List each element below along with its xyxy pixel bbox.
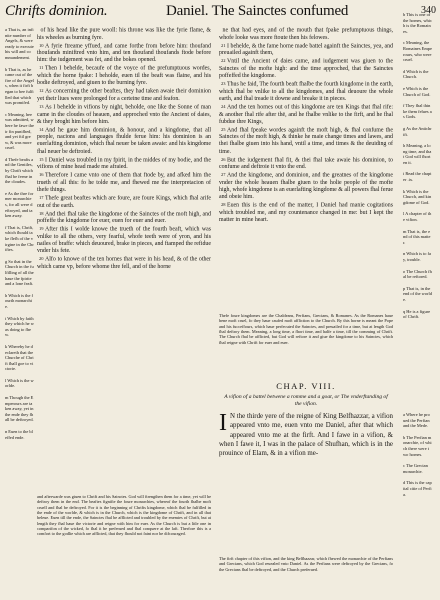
verse-number: 28: [221, 202, 226, 208]
verse: [37, 156, 211, 172]
verse-text: Alfo to knowe of the ten hornes that were in his head, & of the other which came vp, before whome thre fell, and of the horne: [37, 256, 211, 270]
text-column-right: [219, 26, 393, 308]
margin-note: m Though the Emperours are taken away, yet in the ende they fhall be deftroyed.: [5, 395, 34, 423]
chapter-commentary: The firft chapter of this vifion, and the king Belfhazzar, which fhewed the monarchie of the Perfians and Grecians, which God reuealed vnto Daniel. As the Perfians were deftroyed by the Grecians, fo the Grecians fhal be deftroyed, and the Church preferued.: [219, 556, 393, 572]
verse-number: 22: [221, 58, 226, 64]
margin-note: e Which is the Church of God.: [403, 85, 431, 97]
verse-text: And thei fhal take the kingdome of the Sainctes of the moft high, and poffeffe the kingdome for euer, euen for euer and euer.: [37, 211, 211, 225]
verse: [219, 26, 393, 42]
verse-text: And he gaue him dominion, & honour, and a kingdome, that all people, nacions and languages fhulde ferue him: his dominion is an euerlafting dominion, which fhal neuer be taken awaie: and his kingdome fhal neuer be deftroied.: [37, 127, 211, 155]
margin-note: c Meaning, hee was admitted, where he fawe their fin punifhed, and yet ftil grew, & was more cruel.: [5, 111, 34, 151]
verse-text: I Daniel was troubled in my fpirit, in the middes of my bodie, and the vifions of mine head made me afraied.: [37, 157, 211, 171]
drop-cap: I: [219, 412, 227, 436]
verse-text: A fyrie ftreame yffued, and came forthe from before him: thoufand thoufands miniftred vnto him, and ten thoufand thoufands ftode before him: the iudgement was fet, and the bokes opened.: [37, 43, 211, 64]
margin-note: c Meaning, the Romaines Emperours, who were cruel.: [403, 40, 432, 63]
margin-note: f That is, Chrift, which fhould take flefh of the virgine in the Chriftes.: [5, 224, 34, 253]
margin-note: d Which is the Church.: [403, 68, 429, 80]
margin-note: g So that in the Church in the fulfilling of all the haue the fpirite and a lone feaft.: [5, 258, 34, 287]
chapter-heading: CHAP. VIII.: [276, 381, 336, 391]
verse-text: As concerning the other beaftes, they had taken awaie their dominion yet their liues were prolonged for a certeine time and feafon.: [37, 88, 211, 102]
verse: [37, 210, 211, 226]
verse: [37, 87, 211, 103]
verse-number: 17: [39, 195, 44, 201]
margin-note: h Meaning, a long time, and that God will fhorten it.: [403, 143, 432, 165]
commentary-right: Thefe foure kingdomes are the Chaldeans, Perfians, Grecians, & Romanes. As the Romanes haue bene moft cruel, fo they haue caufed moft affliction to the Church. By this horne is meant the Pope and his fucceffours, which haue perfecuted the Sainctes, and preuailed for a time, but at length God fhal deftroy them. Meaning, a long time, a fhort time, and halfe a time, till the comming of Chrift. The Church fhal be afflicted, but God will reftore it and giue the kingdome to his Sainctes, which fhal reigne with Chrift for euer and euer.: [219, 313, 393, 345]
verse-text: And the ten hornes out of this kingdome are ten Kings that fhal rife: & another fhal rife after thē, and he fhalbe vnlike to the firft, and he fhal fubdue thre Kings,: [219, 104, 393, 125]
margin-note: a Where he proued the Perfian and the Mede.: [403, 412, 430, 429]
verse: [219, 156, 393, 172]
verse: [37, 103, 211, 126]
verse-number: 10: [39, 42, 44, 48]
margin-note: b This is one of the hornes, which is the Romaines.: [403, 12, 432, 34]
verse-number: 15: [39, 156, 44, 162]
verse-number: 26: [221, 156, 226, 162]
verse: [37, 194, 211, 210]
margin-note: b That is, as he came out of the fire of the Angels, when it firft began to bee fulfilled that which was promifed.: [5, 66, 34, 106]
verse: [219, 201, 393, 224]
margin-note: f They fhal thinke them felues as Gods.: [403, 103, 432, 120]
verse-number: 25: [221, 126, 226, 132]
verse-number: 21: [221, 42, 226, 48]
chapter-margin-notes: [403, 412, 432, 592]
running-header: [5, 3, 436, 23]
verse-number: 11: [39, 65, 44, 71]
verse-text: Then I behelde, becaufe of the voyce of the prefumptuous wordes, which the horne fpake: I beholde, euen til the beaft was flaine, and his bodie deftroyed, and giuen to the burning fyre.: [37, 65, 211, 87]
verse-number: 23: [221, 81, 226, 87]
verse-number: 20: [39, 256, 44, 262]
verse: [37, 26, 211, 42]
margin-note: m That is, the end of this matter.: [403, 228, 431, 245]
verse-number: 24: [221, 103, 226, 109]
verse: [219, 42, 393, 58]
verse: [219, 103, 393, 126]
verse-number: 27: [221, 172, 226, 178]
verse-number: 14: [39, 126, 44, 132]
margin-note: q He is a figure of Chrift.: [403, 308, 431, 320]
verse: [219, 126, 393, 156]
chapter-body: N the thirde yere of the reigne of King Belfhazzar, a vifion appeared vnto me, euen vnto me Daniel, after that which appeared vnto me at the firft. And I fawe in a vifion, & when I fawe it, I was in the palace of Shufhan, which is in the prouince of Elam, & in a vifion me-: [219, 413, 393, 458]
margin-note: i Which by faith they which he was doing to fhew.: [5, 315, 34, 338]
left-margin-notes: [5, 27, 34, 446]
margin-note: o The Church fhal be reftored.: [403, 268, 432, 280]
verse: [37, 126, 211, 156]
verse-number: 12: [39, 88, 44, 94]
verse-text: After this I wolde knowe the trueth of the fourth beaft, which was vnlike to all the others, very fearful, whofe teeth were of yron, and his nailes of braffe: which deuoured, brake in pieces, and ftamped the refidue vnder his fete.: [37, 226, 211, 255]
verse-text: Thefe great beaftes which are foure, are foure Kings, which fhal arife out of the earth.: [37, 195, 211, 209]
margin-note: c The Grecian monarchie.: [403, 463, 428, 474]
margin-note: h Which is the fourth monarchie.: [5, 292, 33, 309]
margin-note: e As the thre former monarchies, for all were deftroyed, and taken away.: [5, 190, 34, 219]
verse-text: Vntil the Ancient of daies came, and iudgement was giuen to the Sainctes of the mofte high: and the time approched, that the Sainctes poffeffed the kingdome.: [219, 58, 393, 80]
margin-note: n Which is to fay, trouble.: [403, 251, 431, 262]
verse: [37, 64, 211, 87]
verse-number: 13: [39, 103, 44, 109]
verse-text: I behelde, & the fame horne made battel againft the Sainctes, yea, and preuailed againft them,: [219, 43, 393, 57]
margin-note: n Euen to the bleffed ende.: [5, 429, 33, 440]
margin-note: k Which is the Church, and kingdome of God.: [403, 188, 432, 205]
text-column-left: [37, 26, 211, 490]
verse-text: ne that had eyes, and of the mouth that fpake prefumptuous things, whofe looke was more ftoute then his felowes.: [219, 27, 393, 41]
verse: [37, 171, 211, 194]
margin-note: p That is, in the end of the worlde.: [403, 285, 432, 302]
verse-number: 19: [39, 226, 44, 232]
verse-number: 16: [39, 172, 44, 178]
verse: [219, 171, 393, 201]
margin-note: l Which is the worlde.: [5, 377, 34, 389]
margin-note: k Whereby he declareth that the Churche of Chrift fhall goe to victorie.: [5, 343, 34, 372]
verse: [219, 80, 393, 103]
verse-text: And the kingdome, and dominion, and the greatnes of the kingdome vnder the whole heauen fhalbe giuen to the holie people of the mofte high, whofe kingdome is an euerlafting kingdome & all powers fhal ferue and obeie him.: [219, 172, 393, 201]
verse: [37, 225, 211, 255]
margin-note: l A chapter of the vifion.: [403, 211, 432, 223]
margin-note: d This is the capital citie of Perfia.: [403, 480, 432, 497]
verse-text: Thus he faid, The fourth beaft fhalbe the fourth kingdome in the earth, which fhal be vnlike to all the kingdomes, and fhal deuoure the whole earth, and fhal treade it downe and breake it in pieces.: [219, 81, 393, 102]
running-head-left: Chrifts dominion.: [5, 3, 108, 19]
margin-note: b The Perfian monarchie, of which there were two hornes.: [403, 434, 432, 457]
verse: [219, 57, 393, 80]
margin-note: i Read the chapter .ix.: [403, 171, 432, 183]
margin-note: d Thefe beafts and the Gentiles, by Chrift which fhal be feene in the cloudes.: [5, 156, 34, 185]
margin-note: a That is, an infinite number of Angels, & were ready to execute his will and commandement.: [5, 27, 34, 60]
chapter-text: [219, 412, 393, 459]
verse: [37, 42, 211, 65]
verse: [37, 255, 211, 271]
verse-text: And fhal fpeake wordes againft the moft high, & fhal confume the Sainctes of the moft high, & thinke he maie change times and lawes, and thei fhalbe giuen into his hand, vntil a time, and times & the deuiding of time.: [219, 127, 393, 155]
right-margin-notes: [403, 12, 432, 382]
verse-text: But the iudgement fhal fit, & thei fhal take awaie his dominion, to confume and deftroie it vnto the end.: [219, 157, 393, 171]
margin-note: g As the Antichrift.: [403, 125, 432, 137]
verse-text: As I behelde in vifions by night, beholde, one like the Sonne of man came in the cloudes of heauen, and approched vnto the Ancient of daies, & they broght him before him.: [37, 104, 211, 125]
folio-number: 340: [421, 5, 436, 16]
verse-text: Therefore I came vnto one of them that ftode by, and afked him the trueth of all this: fo he tolde me, and fhewed me the interpretacion of thefe things.: [37, 172, 211, 193]
commentary-left: and afterwarde was giuen to Chrift and his Sainctes. God will ftrengthen them for a time, yet will he deftroy them in the end. The beaftes fignifie the foure monarchies, whereof the fourth fhalbe moft cruell and fhal be deftroyed. For it is the beginning of Chrifts kingdome, which fhal be fulfilled in the ende of the worlde, & which is in the Church, which is the kingdome of Chrift, and in all that beleue. Euen till the ende, the Sainctes fhal be afflicted and troubled by the enemies of Chrift, but at length they fhal haue the victorie and reigne with him for euer. As the Church is but a litle one in comparifon of the wicked, fo fhal it be preferued and fhal conquere at the laft. Therfore this is a comfort to the godlie which are afflicted, that they fhould not faint nor be difcouraged.: [37, 494, 211, 537]
verse-number: 18: [39, 210, 44, 216]
running-head-center: Daniel. The Sainctes confumed: [166, 3, 349, 19]
verse-text: Euen this is the end of the matter, I Daniel had manie cogitations which troubled me, and my countenance changed in me: but I kept the matter in mine heart.: [219, 202, 393, 223]
verse-text: of his head like the pure wooll: his throne was like the fyrie flame, & his wheeles as burning fyre.: [37, 27, 211, 41]
chapter-argument: A vifion of a battel betwene a romme and a goat, or The vnderftanding of the vifion.: [224, 394, 388, 407]
